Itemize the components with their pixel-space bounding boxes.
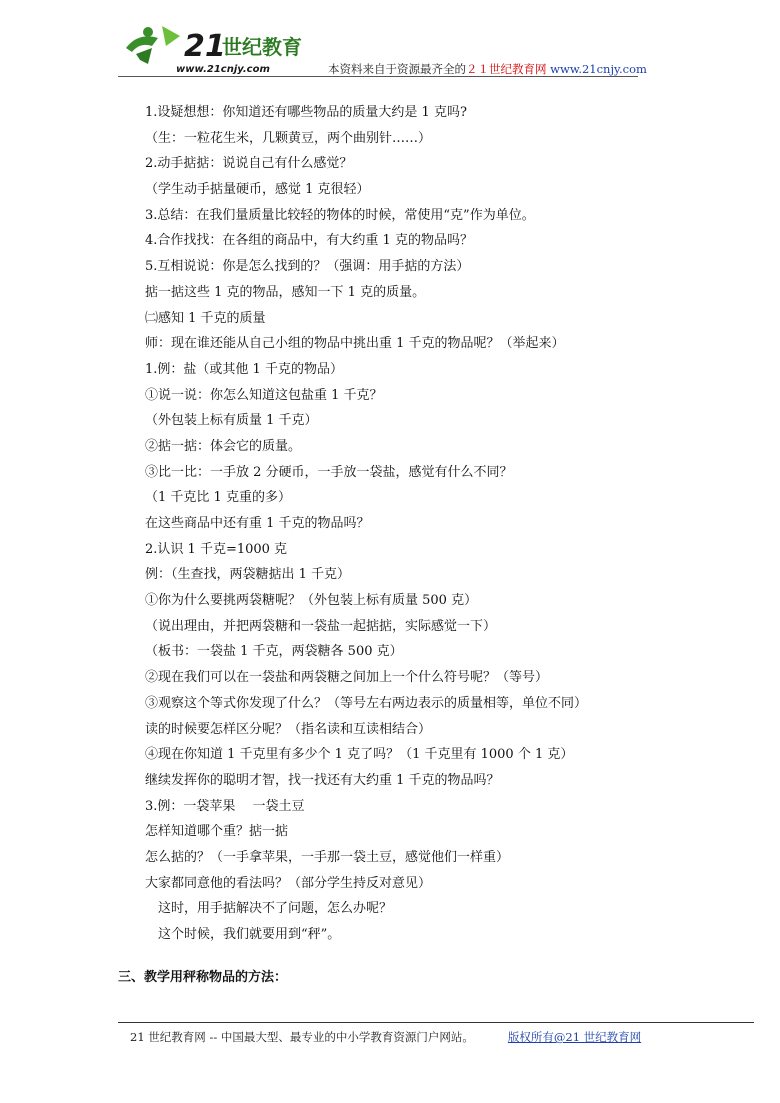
text-line: （外包装上标有质量 1 千克） xyxy=(145,413,318,429)
text-line: （说出理由，并把两袋糖和一袋盐一起掂掂，实际感觉一下） xyxy=(145,618,497,634)
text-line: 例：（生查找，两袋糖掂出 1 千克） xyxy=(145,567,351,583)
text-line: 1.例：盐（或其他 1 千克的物品） xyxy=(145,361,343,377)
header-site-url[interactable]: www.21cnjy.com xyxy=(550,62,647,76)
page-header xyxy=(118,18,647,78)
text-line: ④现在你知道 1 千克里有多少个 1 克了吗？（1 千克里有 1000 个 1 克） xyxy=(145,747,574,763)
svg-text:www.21cnjy.com: www.21cnjy.com xyxy=(176,64,270,75)
text-line: 3.例：一袋苹果 一袋土豆 xyxy=(145,798,305,814)
text-line: 2.认识 1 千克=1000 克 xyxy=(145,541,288,557)
text-line: 怎样知道哪个重？掂一掂 xyxy=(145,824,289,840)
header-site-name[interactable]: ２１世纪教育网 xyxy=(466,62,547,76)
text-line: 继续发挥你的聪明才智，找一找还有大约重 1 千克的物品吗？ xyxy=(145,772,500,788)
text-line: 5.互相说说：你是怎么找到的？（强调：用手掂的方法） xyxy=(145,259,470,275)
text-line: 1.设疑想想：你知道还有哪些物品的质量大约是 1 克吗? xyxy=(145,105,467,120)
text-line: ②掂一掂：体会它的质量。 xyxy=(145,438,302,454)
text-line: ③比一比：一手放 2 分硬币，一手放一袋盐，感觉有什么不同？ xyxy=(145,464,513,480)
page-footer xyxy=(130,1029,641,1045)
text-line: 大家都同意他的看法吗？（部分学生持反对意见） xyxy=(145,875,432,891)
lesson-body xyxy=(145,100,665,948)
section-title: 三、教学用秤称物品的方法： xyxy=(118,970,288,985)
text-line: 掂一掂这些 1 克的物品，感知一下 1 克的质量。 xyxy=(145,284,426,300)
text-line: （1 千克比 1 克重的多） xyxy=(145,490,291,506)
text-line: 4.合作找找：在各组的商品中，有大约重 1 克的物品吗？ xyxy=(145,233,473,249)
text-line: ①说一说：你怎么知道这包盐重 1 千克？ xyxy=(145,387,383,403)
text-line: ②现在我们可以在一袋盐和两袋糖之间加上一个什么符号呢？（等号） xyxy=(145,670,549,686)
footer-text: 21 世纪教育网 -- 中国最大型、最专业的中小学教育资源门户网站。 xyxy=(130,1030,474,1044)
svg-text:世纪教育: 世纪教育 xyxy=(222,35,302,59)
header-tagline-prefix: 本资料来自于资源最齐全的 xyxy=(328,62,466,76)
header-divider xyxy=(118,76,638,77)
text-line: （生：一粒花生米，几颗黄豆，两个曲别针……） xyxy=(145,130,432,146)
text-line: 这个时候，我们就要用到“秤”。 xyxy=(145,927,341,942)
footer-copyright-link[interactable]: 版权所有@21 世纪教育网 xyxy=(507,1030,642,1044)
text-line: ③观察这个等式你发现了什么？（等号左右两边表示的质量相等，单位不同） xyxy=(145,695,588,711)
site-logo xyxy=(118,18,318,76)
text-line: 师：现在谁还能从自己小组的物品中挑出重 1 千克的物品呢？（举起来） xyxy=(145,336,565,352)
text-line: 怎么掂的？（一手拿苹果，一手那一袋土豆，感觉他们一样重） xyxy=(145,849,510,865)
header-tagline xyxy=(328,61,647,77)
footer-divider xyxy=(118,1022,754,1023)
text-line: 这时，用手掂解决不了问题，怎么办呢？ xyxy=(145,901,393,917)
text-line: 在这些商品中还有重 1 千克的物品吗？ xyxy=(145,516,370,531)
text-line: （学生动手掂量硬币，感觉 1 克很轻） xyxy=(145,182,370,198)
text-line: 2.动手掂掂：说说自己有什么感觉？ xyxy=(145,156,353,172)
text-line: 3.总结：在我们量质量比较轻的物体的时候，常使用“克”作为单位。 xyxy=(145,207,535,223)
text-line: （板书：一袋盐 1 千克，两袋糖各 500 克） xyxy=(145,644,403,660)
svg-text:21: 21 xyxy=(184,29,226,64)
text-line: 读的时候要怎样区分呢？（指名读和互读相结合） xyxy=(145,721,432,737)
text-line: ①你为什么要挑两袋糖呢？（外包装上标有质量 500 克） xyxy=(145,593,478,609)
text-line: ㈡感知 1 千克的质量 xyxy=(145,310,266,326)
